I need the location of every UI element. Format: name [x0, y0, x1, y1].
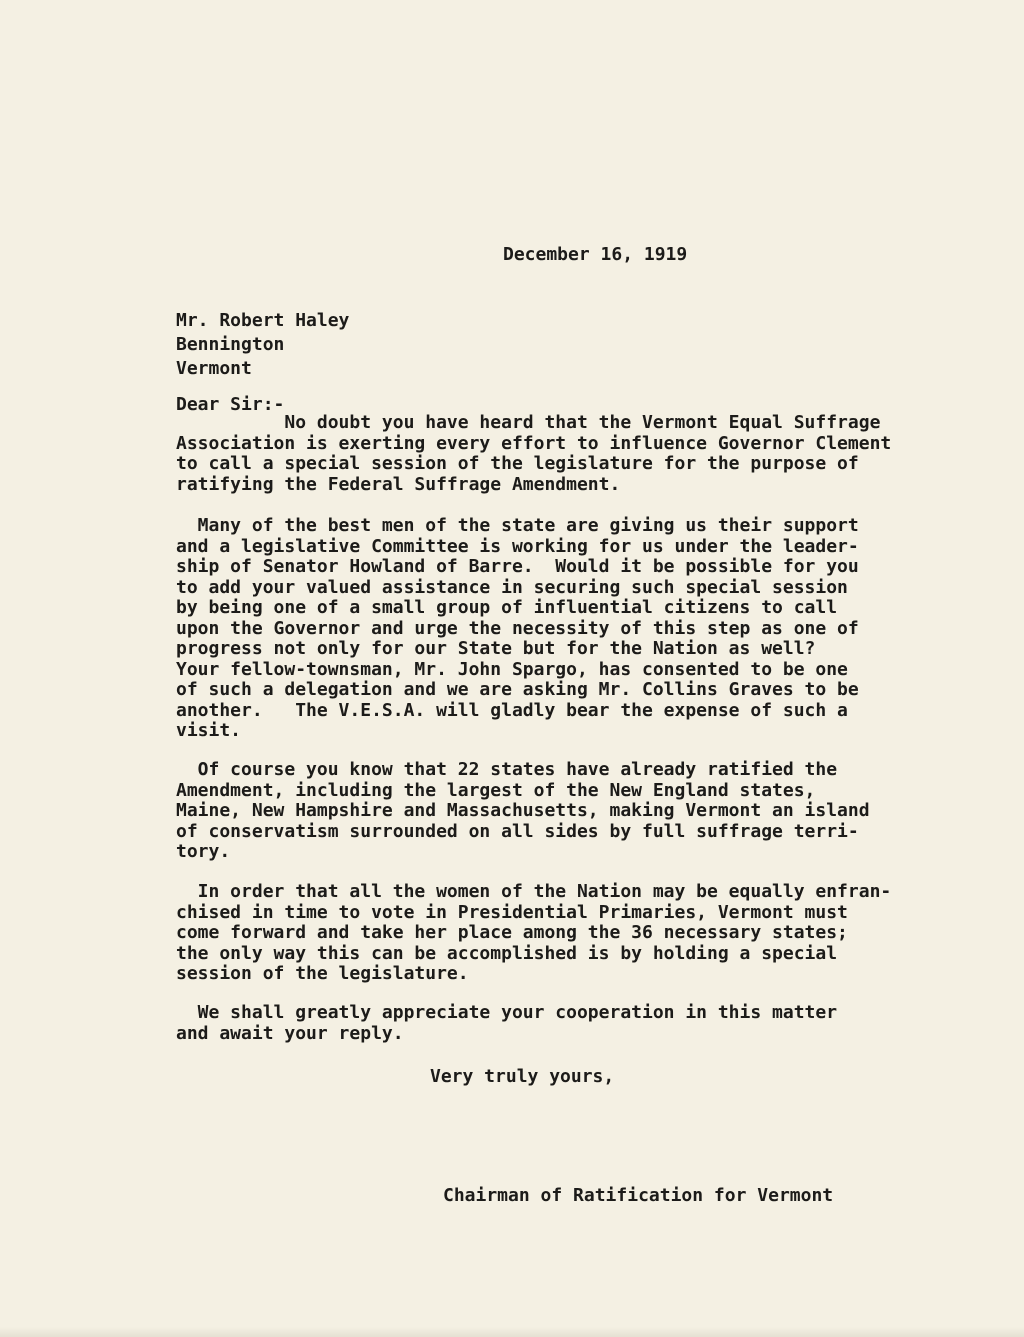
closing: Very truly yours,: [430, 1066, 615, 1087]
recipient-state: Vermont: [176, 358, 252, 379]
recipient-address: [176, 311, 349, 383]
body-paragraph-1: No doubt you have heard that the Vermont Equal Suffrage Association is exerting every effort to influence Governor Clement to call a special session of the legislature for the purpose of ratifying the Federal Suffrage Amendment.: [176, 412, 892, 495]
recipient-city: Bennington: [176, 334, 285, 355]
recipient-name: Mr. Robert Haley: [176, 310, 350, 331]
body-paragraph-3: Of course you know that 22 states have already ratified the Amendment, including the largest of the New England states, Maine, New Hampshire and Massachusetts, making Vermont an island of conservatism surrounded on all sides by full suffrage terri- tory.: [176, 759, 870, 862]
paper-edge-shadow: [0, 1327, 1024, 1337]
body-paragraph-4: In order that all the women of the Nation may be equally enfran- chised in time to vote in Presidential Primaries, Vermont must come forward and take her place among the 36 necessary states; the only way this can be accomplished is by holding a special session of the legislature.: [176, 881, 892, 984]
letter-date: December 16, 1919: [503, 244, 688, 265]
salutation: Dear Sir:-: [176, 394, 285, 415]
body-paragraph-5: We shall greatly appreciate your cooperation in this matter and await your reply.: [176, 1002, 838, 1044]
signature-title: Chairman of Ratification for Vermont: [443, 1185, 834, 1206]
body-paragraph-2: Many of the best men of the state are giving us their support and a legislative Committee is working for us under the leader- ship of Senator Howland of Barre. Would it be possible for you to add your valued assistance in securing such special session by being one of a small group of influential citizens to call upon the Governor and urge the necessity of this step as one of progress not only for our State but for the Nation as well? Your fellow-townsman, Mr. John Spargo, has consented to be one of such a delegation and we are asking Mr. Collins Graves to be another. The V.E.S.A. will gladly bear the expense of such a visit.: [176, 515, 859, 741]
